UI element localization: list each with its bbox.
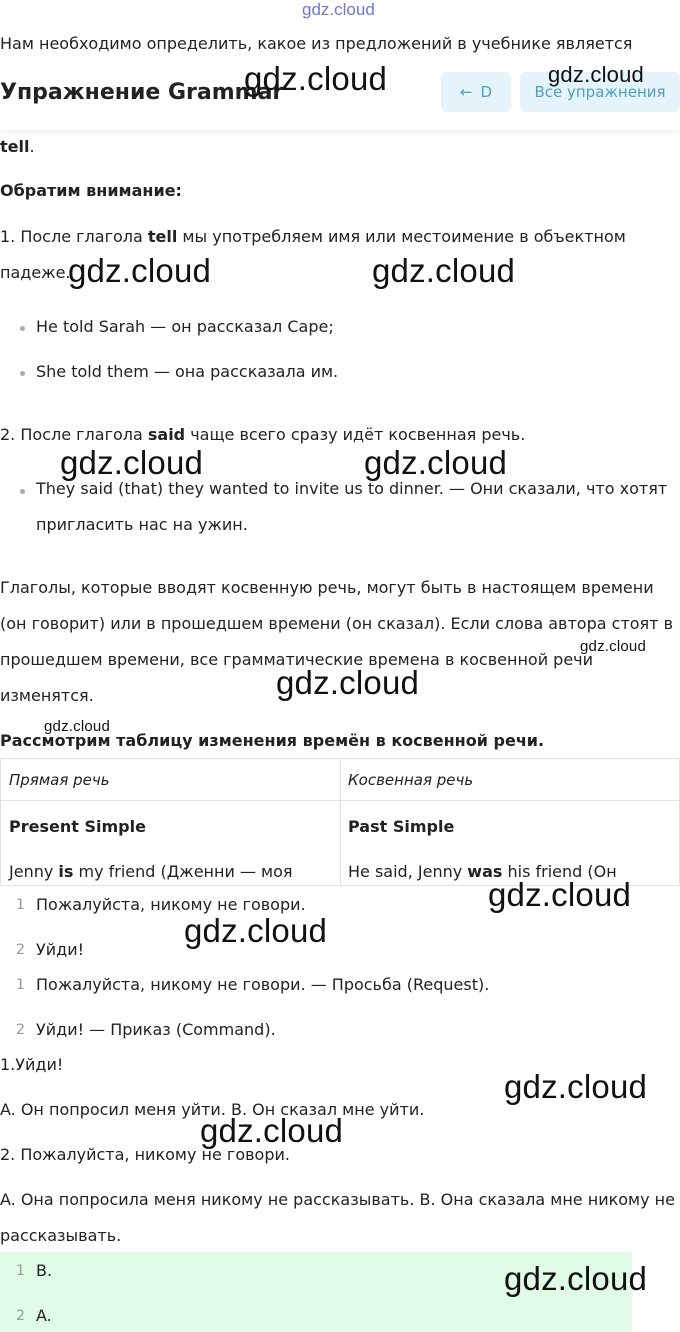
list-item: Пожалуйста, никому не говори. — Просьба (Request).: [36, 975, 490, 994]
tell-fragment: [0, 137, 35, 156]
list-number: 1: [16, 897, 25, 913]
list-item: Пожалуйста, никому не говори.: [36, 895, 306, 914]
watermark: gdz.cloud: [60, 444, 204, 481]
paragraph-line: (он говорит) или в прошедшем времени (он сказал). Если слова автора стоят в: [0, 614, 674, 633]
answer-item: B.: [36, 1261, 53, 1280]
paragraph-tell: [0, 227, 626, 246]
list-number: 2: [16, 1022, 25, 1038]
back-button[interactable]: [441, 72, 511, 112]
watermark: gdz.cloud: [44, 718, 111, 735]
question-2: 2. Пожалуйста, никому не говори.: [0, 1145, 290, 1164]
cell-text-bold: is: [58, 862, 74, 881]
watermark: gdz.cloud: [504, 1260, 648, 1297]
all-exercises-label: Все упражнения: [534, 83, 666, 101]
list-number: 1: [16, 977, 25, 993]
table-header-indirect: Косвенная речь: [348, 771, 474, 789]
watermark: gdz.cloud: [580, 638, 647, 655]
arrow-left-icon: ←: [459, 83, 473, 101]
page-title: Упражнение Grammar: [0, 80, 284, 105]
table-cell: [9, 862, 293, 881]
p1-text-a: 1. После глагола: [0, 227, 148, 246]
back-button-label: D: [480, 83, 493, 101]
cell-text: his friend (Он: [502, 862, 617, 881]
list-item: Уйди!: [36, 940, 85, 959]
paragraph-line: прошедшем времени, все грамматические времена в косвенной речи: [0, 650, 594, 669]
paragraph-tell-cont: падеже.: [0, 263, 71, 282]
answer-item: A.: [36, 1306, 52, 1325]
bullet-dot: [20, 371, 25, 376]
p2-text-c: чаще всего сразу идёт косвенная речь.: [185, 425, 526, 444]
question-1-options: A. Он попросил меня уйти. B. Он сказал мне уйти.: [0, 1100, 425, 1119]
list-item: They said (that) they wanted to invite us to dinner. — Они сказали, что хотят: [36, 479, 668, 498]
table-header-direct: Прямая речь: [9, 771, 110, 789]
cell-text-bold: was: [467, 862, 503, 881]
list-item-cont: пригласить нас на ужин.: [36, 515, 248, 534]
cell-text: Jenny: [9, 862, 59, 881]
list-number: 2: [16, 1308, 25, 1324]
watermark: gdz.cloud: [364, 444, 508, 481]
bullet-dot: [20, 489, 25, 494]
table-divider: [340, 759, 341, 886]
tense-table: [0, 758, 680, 886]
tell-dot: .: [29, 137, 35, 156]
question-2-options-cont: рассказывать.: [0, 1226, 122, 1245]
watermark-top: gdz.cloud: [302, 0, 375, 19]
table-divider: [1, 800, 680, 801]
table-cell: Present Simple: [9, 817, 146, 836]
watermark: gdz.cloud: [244, 60, 388, 97]
p1-text-b: tell: [147, 227, 178, 246]
table-cell: Past Simple: [348, 817, 455, 836]
tell-word: tell: [0, 137, 30, 156]
question-1: 1.Уйди!: [0, 1055, 64, 1074]
p2-text-b: said: [147, 425, 186, 444]
attention-heading: Обратим внимание:: [0, 181, 182, 200]
list-number: 2: [16, 942, 25, 958]
cell-text: my friend (Дженни — моя: [73, 862, 293, 881]
watermark: gdz.cloud: [68, 252, 212, 289]
paragraph-said: [0, 425, 525, 444]
list-item: He told Sarah — он рассказал Саре;: [36, 317, 334, 336]
watermark: gdz.cloud: [184, 912, 328, 949]
watermark: gdz.cloud: [504, 1068, 648, 1105]
list-item: She told them — она рассказала им.: [36, 362, 339, 381]
p2-text-a: 2. После глагола: [0, 425, 148, 444]
watermark: gdz.cloud: [276, 664, 420, 701]
list-item: Уйди! — Приказ (Command).: [36, 1020, 276, 1039]
watermark: gdz.cloud: [372, 252, 516, 289]
list-number: 1: [16, 1263, 25, 1279]
watermark: gdz.cloud: [548, 62, 644, 87]
question-2-options: A. Она попросила меня никому не рассказывать. B. Она сказала мне никому не: [0, 1190, 675, 1209]
watermark: gdz.cloud: [200, 1112, 344, 1149]
cell-text: He said, Jenny: [348, 862, 468, 881]
table-intro: Рассмотрим таблицу изменения времён в косвенной речи.: [0, 731, 545, 750]
paragraph-line: Глаголы, которые вводят косвенную речь, могут быть в настоящем времени: [0, 578, 654, 597]
p1-text-c: мы употребляем имя или местоимение в объектном: [177, 227, 626, 246]
watermark: gdz.cloud: [488, 876, 632, 913]
paragraph-line: изменятся.: [0, 686, 94, 705]
intro-text: Нам необходимо определить, какое из предложений в учебнике является: [0, 34, 633, 53]
bullet-dot: [20, 326, 25, 331]
